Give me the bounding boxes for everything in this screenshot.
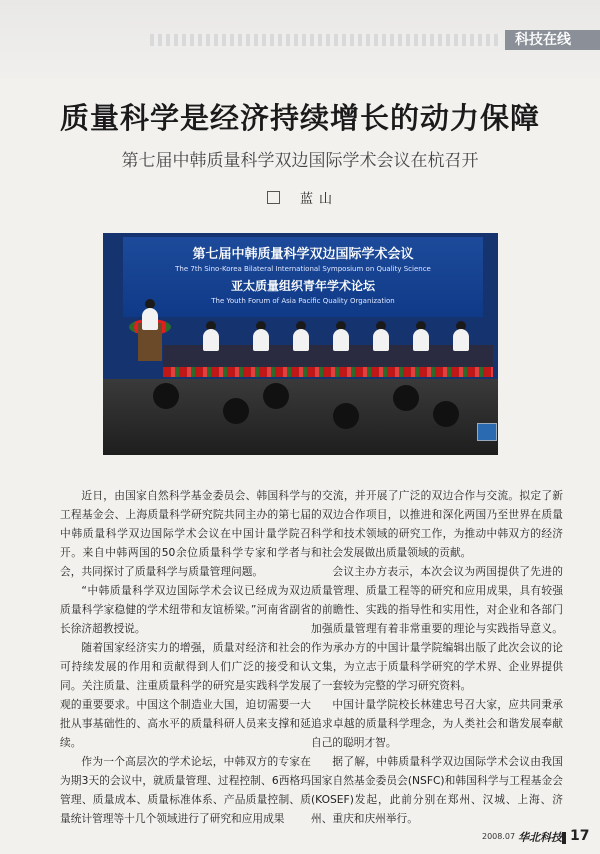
page-number: 17 (570, 828, 590, 844)
paragraph: 随着国家经济实力的增强，质量对经济和社会的可持续发展的作用和贡献得到人们广泛的接受和认同。关注质量、注重质量科学的研究是实践科学发展观的重要要求。中国这个制造业大国，迫切需要一大批从事基础性的、高水平的质量科研人员来支撑和延续。 (60, 641, 311, 749)
audience-head (153, 383, 179, 409)
author-square-icon (267, 191, 280, 204)
article-title: 质量科学是经济持续增长的动力保障 (59, 101, 540, 135)
photo-banner (123, 237, 483, 317)
section-tag: 科技在线 (505, 30, 600, 50)
header-stripe (150, 34, 502, 46)
audience-head (393, 385, 419, 411)
body-column-right (311, 486, 563, 828)
panelist (333, 329, 349, 351)
body-column-left (60, 486, 311, 828)
audience-head (333, 403, 359, 429)
stage-flowers (163, 367, 493, 377)
article-author: 蓝山 (300, 192, 339, 207)
paragraph: 作为一个高层次的学术论坛，中韩双方的专家在为期3天的会议中，就质量管理、过程控制、6西格玛管理、质量成本、质量标准体系、产品质量控制、质量统计管理等十几个领域进行了研究和应用成果 (60, 755, 311, 825)
paragraph: 据了解，中韩质量科学双边国际学术会议由我国国家自然基金委员会(NSFC)和韩国科学与工程基金会(KOSEF)发起，此前分别在郑州、汉城、上海、济州、重庆和庆州举行。 (311, 755, 563, 825)
audience-head (433, 401, 459, 427)
audience-head (223, 398, 249, 424)
audience-head (263, 383, 289, 409)
speaker (142, 308, 158, 330)
banner-line-1: 第七届中韩质量科学双边国际学术会议 (192, 247, 414, 262)
issue-date: 2008.07 (482, 832, 516, 841)
panelist (203, 329, 219, 351)
panelist (453, 329, 469, 351)
magazine-name: 华北科技 (518, 831, 562, 844)
paragraph: 中国计量学院校长林建忠号召大家，应共同秉承追求卓越的质量科学理念，为人类社会和谐发展奉献自己的聪明才智。 (311, 698, 563, 749)
banner-line-3: 亚太质量组织青年学术论坛 (230, 279, 375, 293)
banner-line-2: The 7th Sino-Korea Bilateral International Symposium on Quality Science (175, 265, 431, 273)
paragraph-continued: 的交流，并开展了广泛的双边合作与交流。拟定了新的双边合作项目，以推进和深化两国乃至世界在质量科学和技术领域的研究工作，为推动中韩双方的经济和社会发展做出质量领域的贡献。 (311, 489, 563, 559)
panelist (413, 329, 429, 351)
banner-line-4: The Youth Forum of Asia Pacific Quality Organization (211, 297, 395, 305)
paragraph: 近日，由国家自然科学基金委员会、韩国科学与工程基金会、上海质量科学研究院共同主办的第七届中韩质量科学双边国际学术会议在中国计量学院召开。来自中韩两国的50余位质量科学专家和学者与会，共同探讨了质量科学与质量管理问题。 (60, 489, 311, 578)
panelist (293, 329, 309, 351)
article-subtitle: 第七届中韩质量科学双边国际学术会议在杭召开 (121, 151, 479, 171)
footer-divider (562, 832, 566, 844)
conference-photo (103, 233, 498, 455)
paragraph: “中韩质量科学双边国际学术会议已经成为双边质量科学家稳健的学术纽带和友谊桥梁。”河南省副省长徐济超教授说。 (60, 584, 311, 635)
laptop-screen (477, 423, 497, 441)
panelist (373, 329, 389, 351)
panelist (253, 329, 269, 351)
paragraph: 会议主办方表示，本次会议为两国提供了先进的质量管理、质量工程等的研究和应用成果，具有较强的前瞻性、实践的指导性和实用性，对企业和各部门加强质量管理有着非常重要的理论与实践指导意义。作为承办方的中国计量学院编辑出版了此次会议的论文集，为立志于质量科学研究的学术界、企业界提供了一套较为完整的学习研究资料。 (311, 565, 563, 692)
